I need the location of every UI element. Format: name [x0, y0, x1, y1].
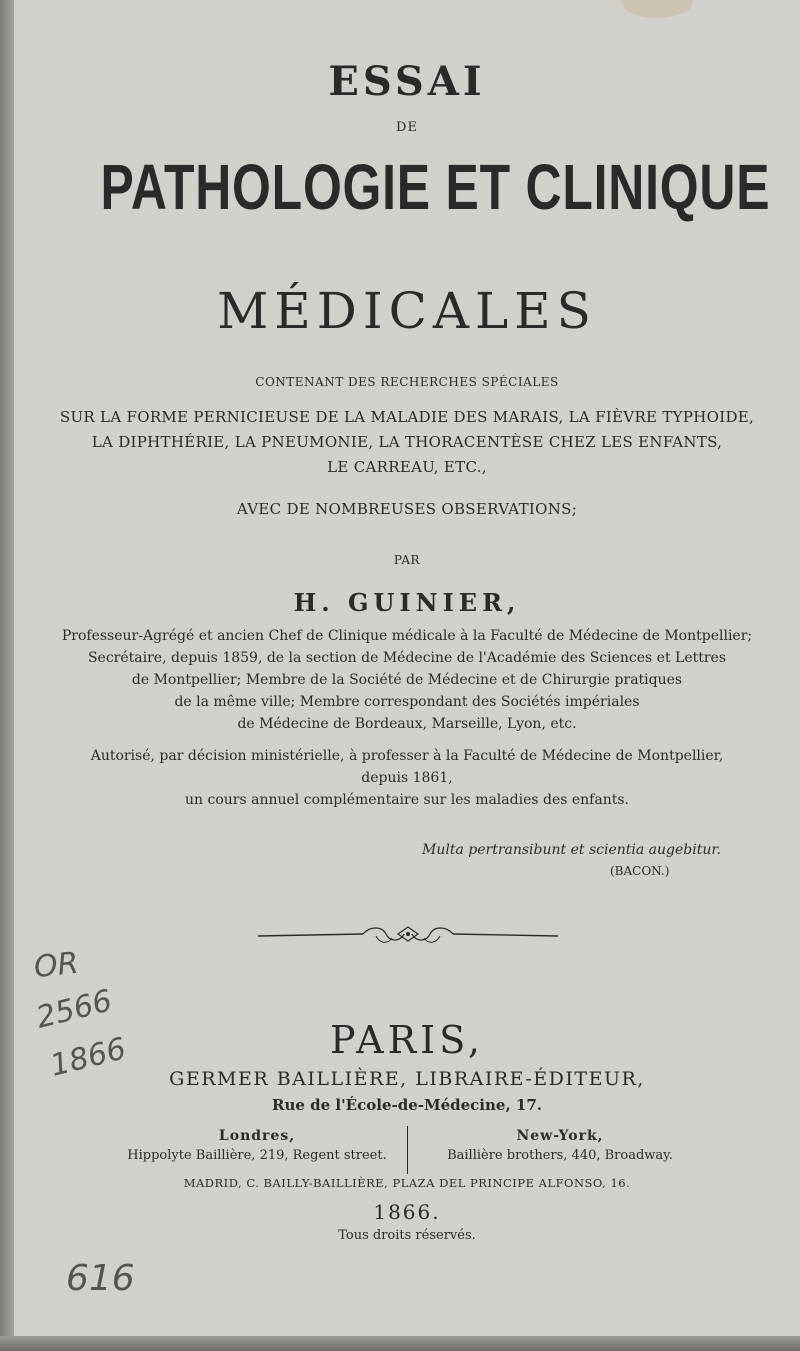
subtitle-contenant: CONTENANT DES RECHERCHES SPÉCIALES	[255, 375, 559, 389]
epigraph-text: Multa pertransibunt et scientia augebitur.	[422, 842, 721, 858]
subtitle-line-2: LA DIPHTHÉRIE, LA PNEUMONIE, LA THORACENTÈSE CHEZ LES ENFANTS,	[91, 433, 723, 451]
subtitle-line-1: SUR LA FORME PERNICIEUSE DE LA MALADIE DES MARAIS, LA FIÈVRE TYPHOIDE,	[59, 408, 755, 426]
title-medicales: MÉDICALES	[217, 282, 597, 340]
newyork-block	[410, 1128, 710, 1163]
title-main: PATHOLOGIE ET CLINIQUE	[100, 151, 771, 223]
publisher-city: PARIS,	[330, 1018, 484, 1062]
title-essai: ESSAI	[328, 58, 486, 105]
author-credential-3: de Montpellier; Membre de la Société de Médecine et de Chirurgie pratiques	[131, 672, 683, 688]
ornament-divider	[258, 922, 558, 950]
authorization-line-3: un cours annuel complémentaire sur les maladies des enfants.	[185, 792, 629, 808]
page-bottom-edge	[0, 1336, 800, 1351]
epigraph-source: (BACON.)	[610, 864, 670, 878]
handwritten-shelfmark-year: 1866	[46, 1031, 130, 1084]
london-address: Hippolyte Baillière, 219, Regent street.	[127, 1148, 387, 1163]
handwritten-shelfmark-number: 2566	[32, 983, 116, 1036]
column-divider	[407, 1126, 408, 1174]
author-name: H. GUINIER,	[293, 588, 521, 617]
author-credential-2: Secrétaire, depuis 1859, de la section de Médecine de l'Académie des Sciences et Lettres	[87, 650, 727, 666]
subtitle-observations: AVEC DE NOMBREUSES OBSERVATIONS;	[236, 500, 578, 518]
newyork-address: Baillière brothers, 440, Broadway.	[447, 1148, 673, 1163]
handwritten-page-number: 616	[66, 1258, 135, 1299]
authorization-line-2: depuis 1861,	[361, 770, 453, 786]
book-spine-edge	[0, 0, 14, 1351]
title-de: DE	[396, 120, 418, 135]
london-city: Londres,	[218, 1128, 296, 1144]
author-credential-4: de la même ville; Membre correspondant des Sociétés impériales	[174, 694, 640, 710]
title-page	[14, 0, 800, 1336]
authorization-line-1: Autorisé, par décision ministérielle, à professer à la Faculté de Médecine de Montpellier,	[90, 748, 724, 764]
publication-year: 1866.	[373, 1200, 441, 1224]
paper-stain	[622, 0, 692, 18]
madrid-line: MADRID, C. BAILLY-BAILLIÈRE, PLAZA DEL PRINCIPE ALFONSO, 16.	[183, 1176, 631, 1190]
handwritten-shelfmark-or: OR	[32, 945, 81, 986]
newyork-city: New-York,	[516, 1128, 604, 1144]
rights-notice: Tous droits réservés.	[338, 1228, 476, 1243]
author-credential-1: Professeur-Agrégé et ancien Chef de Clinique médicale à la Faculté de Médecine de Montpellier;	[61, 628, 753, 644]
publisher-street: Rue de l'École-de-Médecine, 17.	[272, 1096, 542, 1114]
subtitle-par: PAR	[393, 553, 421, 567]
author-credential-5: de Médecine de Bordeaux, Marseille, Lyon, etc.	[237, 716, 577, 732]
london-block	[107, 1128, 407, 1163]
subtitle-line-3: LE CARREAU, ETC.,	[327, 458, 487, 476]
publisher-name: GERMER BAILLIÈRE, LIBRAIRE-ÉDITEUR,	[169, 1068, 645, 1090]
